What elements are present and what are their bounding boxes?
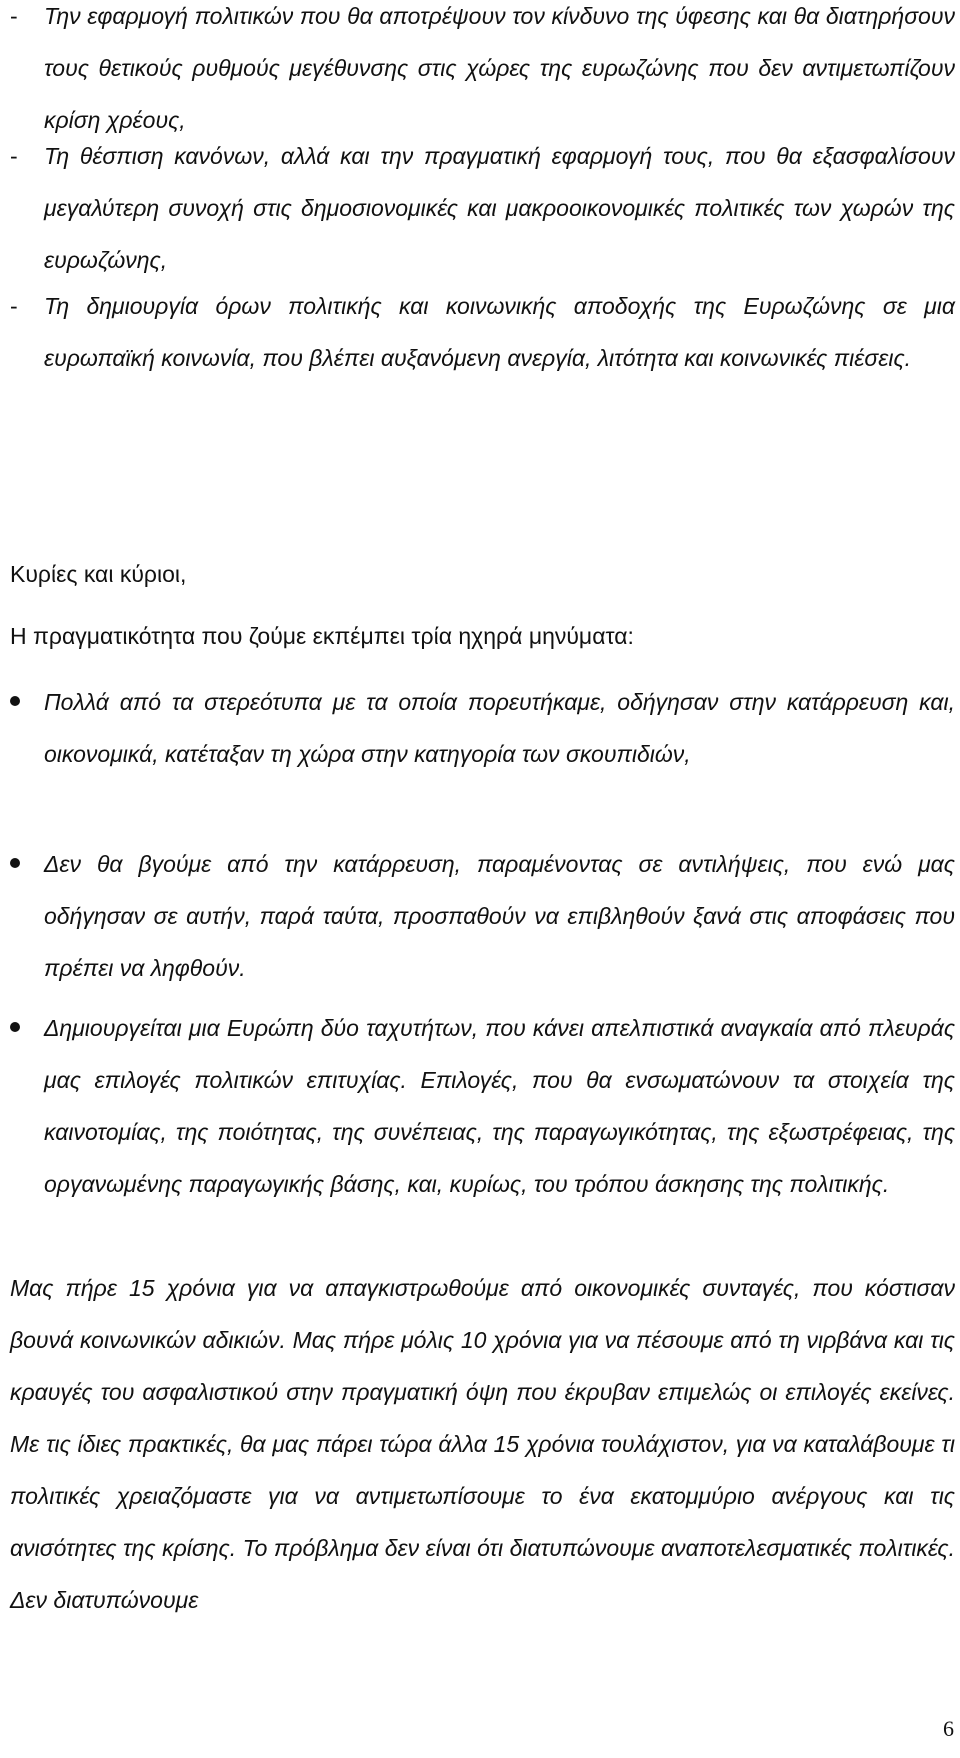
- dash-marker: -: [10, 3, 18, 29]
- bullet-text: Πολλά από τα στερεότυπα με τα οποία πορευτήκαμε, οδήγησαν στην κατάρρευση και, οικονομικά, κατέταξαν τη χώρα στην κατηγορία των σκουπιδιών,: [44, 689, 955, 767]
- dash-list-item: [10, 130, 955, 286]
- bullet-list-item: [10, 1002, 955, 1210]
- bullet-list-item: [10, 676, 955, 780]
- dash-list-text: Την εφαρμογή πολιτικών που θα αποτρέψουν τον κίνδυνο της ύφεσης και θα διατηρήσουν τους θετικούς ρυθμούς μεγέθυνσης στις χώρες της ευρωζώνης που δεν αντιμετωπίζουν κρίση χρέους,: [44, 3, 955, 133]
- dash-list-item: [10, 0, 955, 146]
- intro-line: Η πραγματικότητα που ζούμε εκπέμπει τρία ηχηρά μηνύματα:: [10, 623, 634, 649]
- bullet-list-item: [10, 838, 955, 994]
- dash-marker: -: [10, 293, 18, 319]
- dash-marker: -: [10, 143, 18, 169]
- salutation: Κυρίες και κύριοι,: [10, 561, 187, 587]
- bullet-text: Δεν θα βγούμε από την κατάρρευση, παραμένοντας σε αντιλήψεις, που ενώ μας οδήγησαν σε αυτήν, παρά ταύτα, προσπαθούν να επιβληθούν ξανά στις αποφάσεις που πρέπει να ληφθούν.: [44, 851, 955, 981]
- bullet-text: Δημιουργείται μια Ευρώπη δύο ταχυτήτων, που κάνει απελπιστικά αναγκαία από πλευράς μας επιλογές πολιτικών επιτυχίας. Επιλογές, που θα ενσωματώνουν τα στοιχεία της καινοτομίας, της ποιότητας, της συνέπειας, της παραγωγικότητας, της εξωστρέφειας, της οργανωμένης παραγωγικής βάσης, και, κυρίως, του τρόπου άσκησης της πολιτικής.: [44, 1015, 955, 1197]
- dash-list-text: Τη θέσπιση κανόνων, αλλά και την πραγματική εφαρμογή τους, που θα εξασφαλίσουν μεγαλύτερη συνοχή στις δημοσιονομικές και μακροοικονομικές πολιτικές των χωρών της ευρωζώνης,: [44, 143, 955, 273]
- dash-list-text: Τη δημιουργία όρων πολιτικής και κοινωνικής αποδοχής της Ευρωζώνης σε μια ευρωπαϊκή κοινωνία, που βλέπει αυξανόμενη ανεργία, λιτότητα και κοινωνικές πιέσεις.: [44, 293, 955, 371]
- body-paragraph: Μας πήρε 15 χρόνια για να απαγκιστρωθούμε από οικονομικές συνταγές, που κόστισαν βουνά κοινωνικών αδικιών. Μας πήρε μόλις 10 χρόνια για να πέσουμε από τη νιρβάνα και τις κραυγές του ασφαλιστικού στην πραγματική όψη που έκρυβαν επιμελώς οι επιλογές εκείνες. Με τις ίδιες πρακτικές, θα μας πάρει τώρα άλλα 15 χρόνια τουλάχιστον, για να καταλάβουμε τι πολιτικές χρειαζόμαστε για να αντιμετωπίσουμε το ένα εκατομμύριο ανέργους και τις ανισότητες της κρίσης. Το πρόβλημα δεν είναι ότι διατυπώνουμε αναποτελεσματικές πολιτικές. Δεν διατυπώνουμε: [10, 1275, 955, 1613]
- bullet-dot-icon: [10, 1022, 20, 1032]
- bullet-dot-icon: [10, 696, 20, 706]
- bullet-dot-icon: [10, 858, 20, 868]
- dash-list-item: [10, 280, 955, 384]
- page-number: 6: [943, 1716, 954, 1741]
